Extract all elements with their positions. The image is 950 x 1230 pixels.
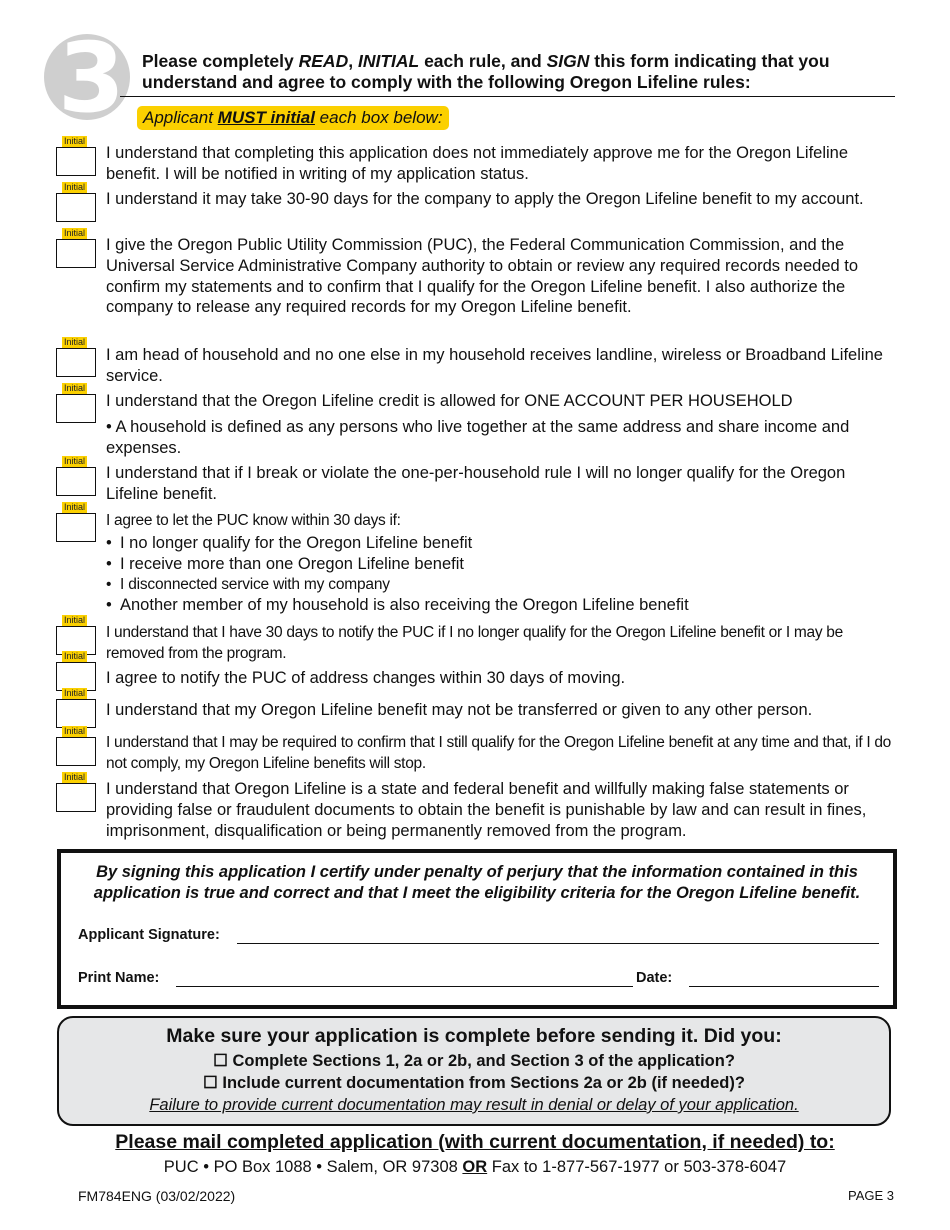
- initial-box[interactable]: [56, 394, 96, 423]
- applicant-signature-label: Applicant Signature:: [78, 927, 220, 943]
- instr-text: ,: [348, 51, 358, 71]
- initial-box[interactable]: [56, 737, 96, 766]
- checklist-note: Failure to provide current documentation may result in denial or delay of your application.: [149, 1096, 799, 1114]
- instr-text: Please completely: [142, 51, 299, 71]
- date-label: Date:: [636, 970, 673, 986]
- list-item: • I disconnected service with my company: [106, 575, 891, 596]
- rule-text-6: I understand that if I break or violate the one-per-household rule I will no longer qualify for the Oregon Lifeline benefit.: [106, 464, 846, 503]
- page-number: PAGE 3: [847, 1188, 894, 1203]
- checklist-item-documentation[interactable]: ☐ Include current documentation from Sections 2a or 2b (if needed)?: [203, 1074, 745, 1092]
- mail-address: [0, 1158, 950, 1177]
- form-id: FM784ENG (03/02/2022): [78, 1188, 236, 1204]
- print-name-label: Print Name:: [78, 970, 160, 986]
- or-text: OR: [462, 1158, 488, 1176]
- header-divider: [120, 96, 895, 97]
- banner-text: each box below:: [314, 108, 443, 127]
- notify-list: [106, 533, 891, 616]
- initial-tag: Initial: [64, 772, 86, 782]
- rule-text-8: I understand that I have 30 days to notify the PUC if I no longer qualify for the Oregon Lifeline benefit or I may be removed from the program.: [106, 624, 843, 662]
- checklist-box: [57, 1016, 891, 1126]
- initial-tag: Initial: [64, 688, 86, 698]
- initial-box[interactable]: [56, 193, 96, 222]
- instr-text: each rule, and: [419, 51, 547, 71]
- rule-text-7: I agree to let the PUC know within 30 days if:: [106, 512, 401, 529]
- initial-tag: Initial: [64, 726, 86, 736]
- initial-tag: Initial: [64, 615, 86, 625]
- signature-box: [57, 849, 897, 1009]
- instr-sign: SIGN: [546, 51, 590, 71]
- instr-text: this form indicating that you understand and agree to comply with the following Oregon Lifeline rules:: [142, 51, 830, 92]
- initial-box[interactable]: [56, 239, 96, 268]
- address-text: PUC • PO Box 1088 • Salem, OR 97308: [163, 1158, 463, 1176]
- section-number-badge: [44, 22, 130, 134]
- rule-text-4: I am head of household and no one else in my household receives landline, wireless or Broadband Lifeline service.: [106, 346, 883, 385]
- rule-text-10: I understand that my Oregon Lifeline benefit may not be transferred or given to any other person.: [106, 701, 813, 719]
- initial-box[interactable]: [56, 662, 96, 691]
- fax-text: Fax to 1-877-567-1977 or 503-378-6047: [487, 1158, 787, 1176]
- rule-text-2: I understand it may take 30-90 days for the company to apply the Oregon Lifeline benefit to my account.: [106, 190, 864, 208]
- rule-text-9: I agree to notify the PUC of address changes within 30 days of moving.: [106, 669, 626, 687]
- initial-box[interactable]: [56, 783, 96, 812]
- initial-box[interactable]: [56, 513, 96, 542]
- initial-tag: Initial: [64, 383, 86, 393]
- initial-box[interactable]: [56, 467, 96, 496]
- banner-must: MUST initial: [217, 108, 315, 127]
- list-item: • I receive more than one Oregon Lifeline benefit: [106, 554, 891, 575]
- initial-tag: Initial: [64, 337, 86, 347]
- initial-tag: Initial: [64, 651, 86, 661]
- rule-text-5: I understand that the Oregon Lifeline credit is allowed for ONE ACCOUNT PER HOUSEHOLD: [106, 392, 793, 410]
- section-number: 3: [58, 22, 125, 134]
- rule-text-1: I understand that completing this application does not immediately approve me for the Oregon Lifeline benefit. I will be notified in writing of my application status.: [106, 144, 849, 183]
- checklist-title: Make sure your application is complete before sending it. Did you:: [166, 1025, 782, 1047]
- mail-title: Please mail completed application (with current documentation, if needed) to:: [115, 1131, 835, 1153]
- list-item: • I no longer qualify for the Oregon Lifeline benefit: [106, 533, 891, 554]
- initial-tag: Initial: [64, 182, 86, 192]
- initial-tag: Initial: [64, 228, 86, 238]
- initial-tag: Initial: [64, 136, 86, 146]
- rule-text-3: I give the Oregon Public Utility Commission (PUC), the Federal Communication Commission, and the Universal Service Administrative Company authority to obtain or review any required records needed to confirm my statements and to confirm that I qualify for the Oregon Lifeline benefit. I also authorize the company to release any required records for my Oregon Lifeline benefit.: [106, 236, 859, 317]
- household-note: • A household is defined as any persons who live together at the same address and share income and expenses.: [106, 418, 850, 457]
- initial-box[interactable]: [56, 147, 96, 176]
- initial-banner: [137, 106, 449, 130]
- date-field[interactable]: [689, 986, 879, 987]
- initial-tag: Initial: [64, 502, 86, 512]
- rule-text-12: I understand that Oregon Lifeline is a state and federal benefit and willfully making false statements or providing false or fraudulent documents to obtain the benefit is punishable by law and can result in fines, imprisonment, disqualification or being permanently removed from the program.: [106, 780, 867, 840]
- banner-text: Applicant: [143, 108, 218, 127]
- instr-read: READ: [298, 51, 349, 71]
- instr-initial: INITIAL: [357, 51, 420, 71]
- applicant-signature-field[interactable]: [237, 943, 879, 944]
- list-item: • Another member of my household is also receiving the Oregon Lifeline benefit: [106, 595, 891, 616]
- section-instructions: [142, 51, 902, 93]
- certification-text: By signing this application I certify under penalty of perjury that the information contained in this application is true and correct and that I meet the eligibility criteria for the Oregon Lifeline benefit.: [93, 863, 861, 902]
- initial-box[interactable]: [56, 699, 96, 728]
- checklist-item-sections[interactable]: ☐ Complete Sections 1, 2a or 2b, and Section 3 of the application?: [213, 1052, 735, 1070]
- rule-text-11: I understand that I may be required to confirm that I still qualify for the Oregon Lifeline benefit at any time and that, if I do not comply, my Oregon Lifeline benefits will stop.: [106, 734, 891, 772]
- initial-tag: Initial: [64, 456, 86, 466]
- initial-box[interactable]: [56, 348, 96, 377]
- print-name-field[interactable]: [176, 986, 633, 987]
